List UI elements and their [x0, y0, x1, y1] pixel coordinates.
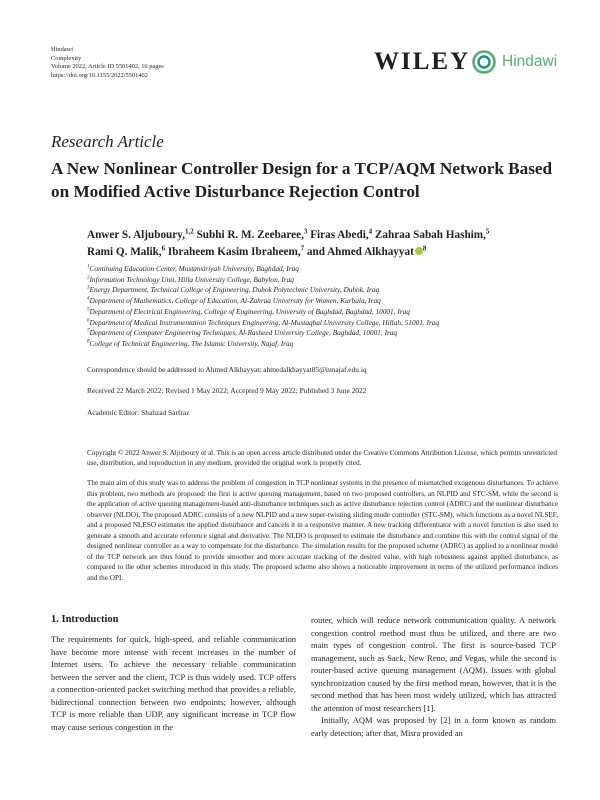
- author-affil-ref: 4: [368, 227, 373, 236]
- affiliation-list: [87, 264, 557, 350]
- journal-meta: [51, 46, 164, 80]
- author-name: Ibraheem Kasim Ibraheem,: [165, 246, 301, 258]
- author-list: [87, 227, 557, 261]
- hindawi-wordmark: Hindawi: [502, 53, 558, 70]
- author-name: and Ahmed Alkhayyat: [304, 246, 414, 258]
- affiliation-number: 6: [87, 318, 90, 324]
- affiliation-text: Department of Electrical Engineering, College of Engineering, University of Baghdad, Baghdad, 10001, Iraq: [89, 306, 410, 316]
- author-line-1: [87, 227, 557, 244]
- affiliation-text: Continuing Education Center, Mustansiriyah University, Baghdad, Iraq: [89, 264, 299, 273]
- affiliation-number: 7: [87, 328, 90, 334]
- affiliation-number: 5: [87, 307, 90, 313]
- affiliation-item: [87, 307, 557, 318]
- correspondence: Correspondence should be addressed to Ahmed Alkhayyat; ahmedalkhayyat85@iunajaf.edu.iq: [87, 365, 367, 374]
- body-paragraph: Initially, AQM was proposed by [2] in a form known as random early detection; after that, Misra provided an: [311, 715, 556, 738]
- copyright-notice: Copyright © 2022 Anwer S. Aljuboury et al. This is an open access article distributed under the Creative Commons Attribution License, which permits unrestricted use, distribution, and reproduction in any medium, provided the original work is properly cited.: [87, 449, 557, 468]
- body-column-left: [51, 633, 296, 733]
- body-paragraph: router, which will reduce network communication quality. A network congestion control method must thus be utilized, and there are two main types of congestion control. The first is source-based TCP management, such as Sack, New Reno, and Vegas, while the second is router-based active queuing management (AQM). Issues with global synchronization caused by the first method mean, however, that it is the second method that has been most widely utilized, which has attracted the attention of most researchers [1].: [311, 615, 556, 713]
- abstract: The main aim of this study was to address the problem of congestion in TCP nonlinear systems in the presence of mismatched exogenous disturbances. To achieve this problem, two methods are proposed: the first is active queuing management, based on two proposed controllers, an NLPID and STC-SM, while the second is the application of active queuing management-based anti-disturbance techniques such as active disturbance rejection control (ADRC) and the nonlinear disturbance observer (NLDO). The proposed ADRC consists of a new NLPID and a new super-twisting sliding mode controller (STC-SM), which functions as a novel NLSEF, and a proposed NLESO estimates the applied disturbance and cancels it in a responsive manner. A new tracking differentiator with a novel function is also used to generate a smooth and accurate reference signal and derivative. The NLDO is proposed to estimate the disturbance and combine this with the control signal of the designed nonlinear controller as a way to compensate for the disturbance. The simulation results for the proposed scheme (ADRC) as applied to a nonlinear model of the TCP network are thus found to provide smoother and more accurate tracking of the desired value, with high robustness against applied disturbance, as compared to the other schemes introduced in this study. The proposed scheme also shows a noticeable improvement in terms of the utilized performance indices and the OPI.: [87, 479, 559, 582]
- author-affil-ref: 7: [300, 244, 305, 253]
- author-name: Subhi R. M. Zeebaree,: [193, 229, 304, 241]
- publication-dates: Received 22 March 2022; Revised 1 May 2022; Accepted 9 May 2022; Published 3 June 2022: [87, 386, 367, 395]
- affiliation-number: 4: [87, 296, 90, 302]
- affiliation-item: [87, 328, 557, 339]
- affiliation-text: Department of Medical Instrumentation Techniques Engineering, Al-Mustaqbal University College, Hillah, 51001, Iraq: [89, 317, 440, 327]
- author-line-2: [87, 244, 557, 261]
- affiliation-number: 1: [87, 264, 90, 270]
- affiliation-text: Department of Mathematics, College of Education, Al-Zahraa University for Women, Karbala, Iraq: [89, 296, 381, 306]
- meta-doi[interactable]: https://doi.org/10.1155/2022/5501402: [51, 71, 148, 79]
- affiliation-text: College of Technical Engineering, The Islamic University, Najaf, Iraq: [89, 338, 294, 348]
- affiliation-item: [87, 285, 557, 296]
- body-paragraph: The requirements for quick, high-speed, and reliable communication have become more intense with recent increases in the number of Internet users. To achieve the necessary reliable communication between the server and the client, TCP is thus widely used. TCP offers a connection-oriented packet switching method that provides a reliable, bidirectional connection between two endpoints; however, although TCP is more reliable than UDP, any significant increase in TCP flow may cause serious congestion in the: [51, 634, 296, 732]
- affiliation-number: 8: [87, 339, 90, 345]
- affiliation-item: [87, 275, 557, 286]
- author-affil-ref: 6: [161, 244, 166, 253]
- affiliation-text: Department of Computer Engineering Techniques, Al-Rasheed University College, Baghdad, 10001, Iraq: [89, 328, 398, 338]
- affiliation-item: [87, 339, 557, 350]
- affiliation-item: [87, 318, 557, 329]
- author-affil-ref: 1,2: [185, 227, 194, 236]
- author-name: Firas Abedi,: [307, 229, 369, 241]
- meta-journal: Complexity: [51, 54, 82, 62]
- article-type: Research Article: [51, 132, 164, 151]
- author-name: Anwer S. Aljuboury,: [87, 229, 186, 241]
- orcid-icon[interactable]: [415, 247, 423, 255]
- meta-publisher: Hindawi: [51, 46, 74, 53]
- affiliation-text: Energy Department, Technical College of Engineering, Duhok Polytechnic University, Duhok, Iraq: [89, 285, 380, 295]
- wiley-logo: WILEY: [374, 48, 471, 75]
- section-title: 1. Introduction: [51, 614, 119, 625]
- affiliation-number: 3: [87, 285, 90, 291]
- author-name: Zahraa Sabah Hashim,: [372, 229, 486, 241]
- academic-editor: Academic Editor: Shahzad Sarfraz: [87, 408, 190, 417]
- article-title: A New Nonlinear Controller Design for a TCP/AQM Network Based on Modified Active Disturbance Rejection Control: [51, 159, 553, 201]
- affiliation-item: [87, 296, 557, 307]
- author-affil-ref: 8: [422, 244, 427, 253]
- author-name: Rami Q. Malik,: [87, 246, 162, 258]
- affiliation-number: 2: [87, 275, 90, 281]
- hindawi-logo-icon: [472, 50, 496, 74]
- author-affil-ref: 5: [485, 227, 490, 236]
- author-affil-ref: 3: [303, 227, 308, 236]
- body-column-right: [311, 614, 556, 739]
- meta-volume: Volume 2022, Article ID 5501402, 16 pages: [51, 63, 164, 71]
- affiliation-text: Information Technology Unit, Hilla University College, Babylon, Iraq: [89, 274, 294, 284]
- affiliation-item: [87, 264, 557, 275]
